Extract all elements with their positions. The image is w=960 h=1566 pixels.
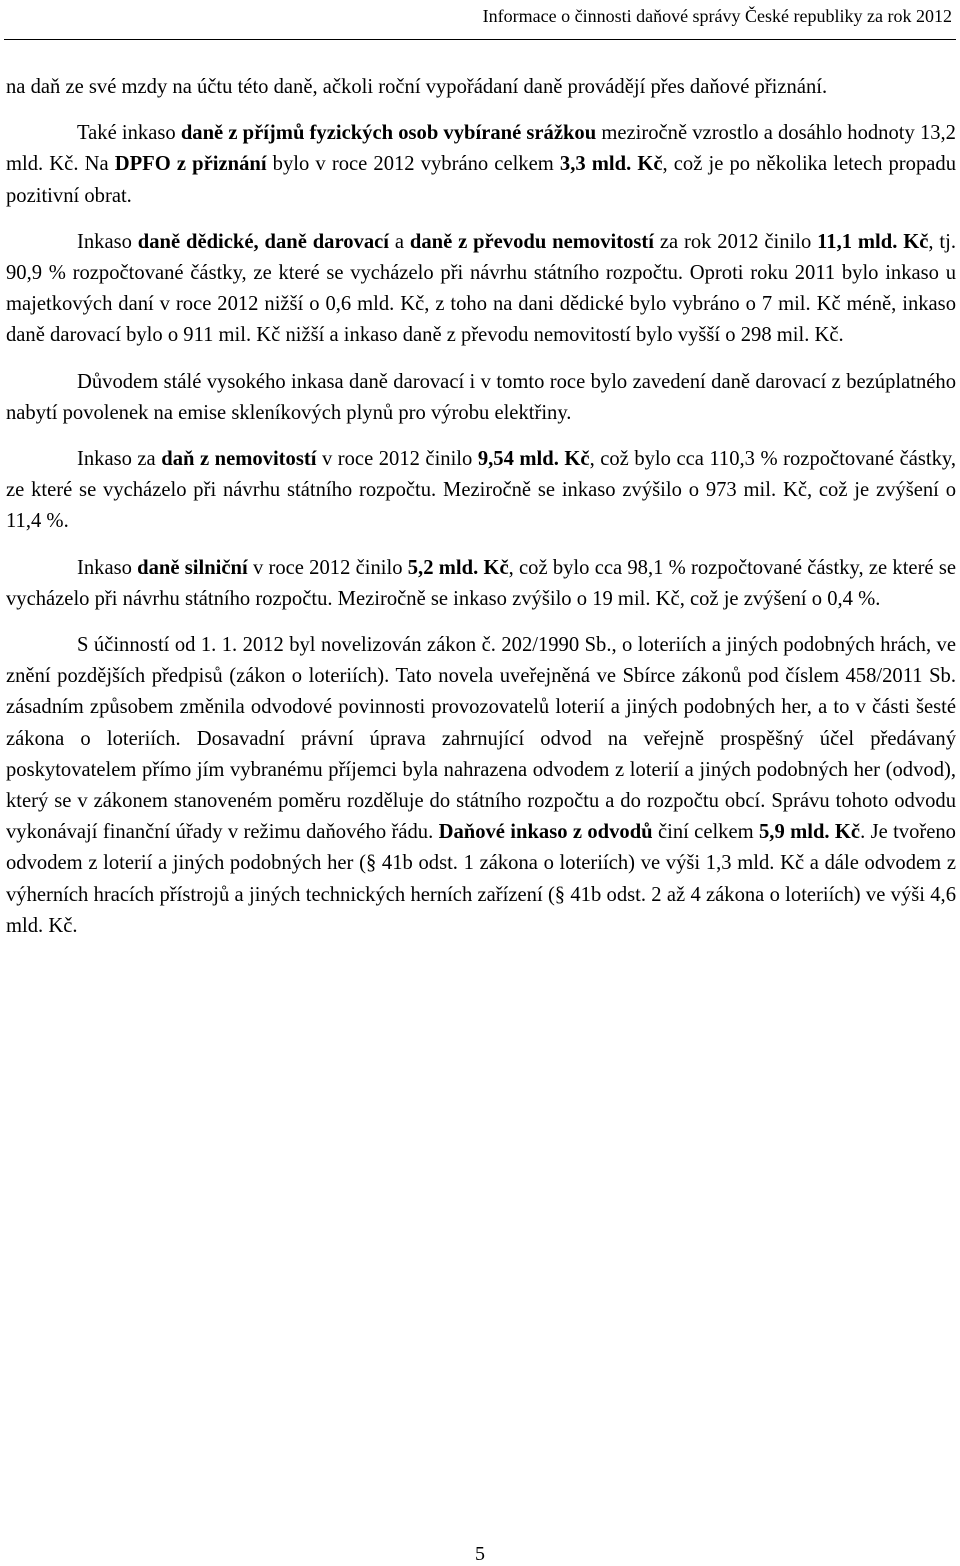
- bold-text-run: daň z nemovitostí: [161, 448, 317, 471]
- bold-text-run: 5,9 mld. Kč: [759, 821, 861, 844]
- running-header: Informace o činnosti daňové správy České republiky za rok 2012: [482, 6, 952, 26]
- bold-text-run: 9,54 mld. Kč: [477, 448, 590, 471]
- text-run: na daň ze své mzdy na účtu této daně, ačkoli roční vypořádaní daně provádějí přes daňové přiznání.: [6, 76, 828, 98]
- paragraph-2: [6, 118, 956, 212]
- bold-text-run: daně z převodu nemovitostí: [409, 230, 654, 253]
- text-run: v roce 2012 činilo: [247, 556, 408, 579]
- bold-text-run: 3,3 mld. Kč: [559, 153, 663, 176]
- text-run: Také inkaso: [77, 122, 181, 145]
- paragraph-4: [6, 367, 956, 429]
- header-rule: [4, 39, 956, 40]
- text-run: , což bylo cca 110,3 % rozpočtované částky, ze které se vycházelo při návrhu státního rozpočtu. Meziročně se inkaso zvýšilo o 973 mil. Kč, což je zvýšení o 11,4 %.: [6, 448, 957, 533]
- paragraph-5: [6, 444, 956, 538]
- bold-text-run: daně silniční: [137, 556, 248, 579]
- text-run: Inkaso: [77, 230, 138, 253]
- text-run: a: [388, 230, 410, 253]
- text-run: , což bylo cca 98,1 % rozpočtované částky, ze které se vycházelo při návrhu státního rozpočtu. Meziročně se inkaso zvýšilo o 19 mil. Kč, což je zvýšení o 0,4 %.: [6, 556, 956, 610]
- bold-text-run: 5,2 mld. Kč: [407, 556, 509, 579]
- bold-text-run: 11,1 mld. Kč: [817, 230, 929, 253]
- text-run: Inkaso: [77, 556, 138, 579]
- text-run: v roce 2012 činilo: [316, 448, 478, 471]
- document-body: [6, 72, 956, 942]
- paragraph-6: [6, 553, 956, 615]
- bold-text-run: daně z příjmů fyzických osob vybírané srážkou: [180, 122, 597, 145]
- text-run: za rok 2012 činilo: [653, 230, 818, 253]
- text-run: činí celkem: [652, 821, 759, 844]
- paragraph-3: [6, 227, 956, 352]
- page-number: 5: [475, 1543, 485, 1565]
- text-run: Důvodem stálé vysokého inkasa daně darovací i v tomto roce bylo zavedení daně darovací z bezúplatného nabytí povolenek na emise skleníkových plynů pro výrobu elektřiny.: [6, 370, 956, 424]
- text-run: meziročně vzrostlo a dosáhlo hodnoty 13,2 mld. Kč. Na: [6, 122, 956, 176]
- text-run: . Je tvořeno odvodem z loterií a jiných podobných her (§ 41b odst. 1 zákona o loteriích) ve výši 1,3 mld. Kč a dále odvodem z výherních hracích přístrojů a jiných technických herních zařízení (§ 41b odst. 2 až 4 zákona o loteriích) ve výši 4,6 mld. Kč.: [6, 821, 956, 937]
- text-run: bylo v roce 2012 vybráno celkem: [266, 153, 560, 176]
- bold-text-run: daně dědické, daně darovací: [137, 230, 389, 253]
- text-run: S účinností od 1. 1. 2012 byl novelizován zákon č. 202/1990 Sb., o loteriích a jiných podobných hrách, ve znění pozdějších předpisů (zákon o loteriích). Tato novela uveřejněná ve Sbírce zákonů pod číslem 458/2011 Sb. zásadním způsobem změnila odvodové povinnosti provozovatelů loterií a jiných podobných her, a to v části šesté zákona o loteriích. Dosavadní právní úprava zahrnující odvod na veřejně prospěšný účel předávaný poskytovatelem přímo jím vybranému příjemci byla nahrazena odvodem z loterií a jiných podobných her (odvod), který se v zákonem stanoveném poměru rozděluje do státního rozpočtu a do rozpočtu obcí. Správu tohoto odvodu vykonávají finanční úřady v režimu daňového řádu.: [6, 634, 956, 844]
- text-run: Inkaso za: [77, 448, 162, 471]
- paragraph-7: [6, 630, 956, 942]
- bold-text-run: DPFO z přiznání: [114, 153, 267, 176]
- bold-text-run: Daňové inkaso z odvodů: [438, 821, 653, 844]
- paragraph-1: [6, 72, 956, 103]
- text-run: , tj. 90,9 % rozpočtované částky, ze které se vycházelo při návrhu státního rozpočtu. Oproti roku 2011 bylo inkaso u majetkových daní v roce 2012 nižší o 0,6 mld. Kč, z toho na dani dědické bylo vybráno o 7 mil. Kč méně, inkaso daně darovací bylo o 911 mil. Kč nižší a inkaso daně z převodu nemovitostí bylo vyšší o 298 mil. Kč.: [6, 230, 957, 347]
- text-run: , což je po několika letech propadu pozitivní obrat.: [6, 153, 956, 207]
